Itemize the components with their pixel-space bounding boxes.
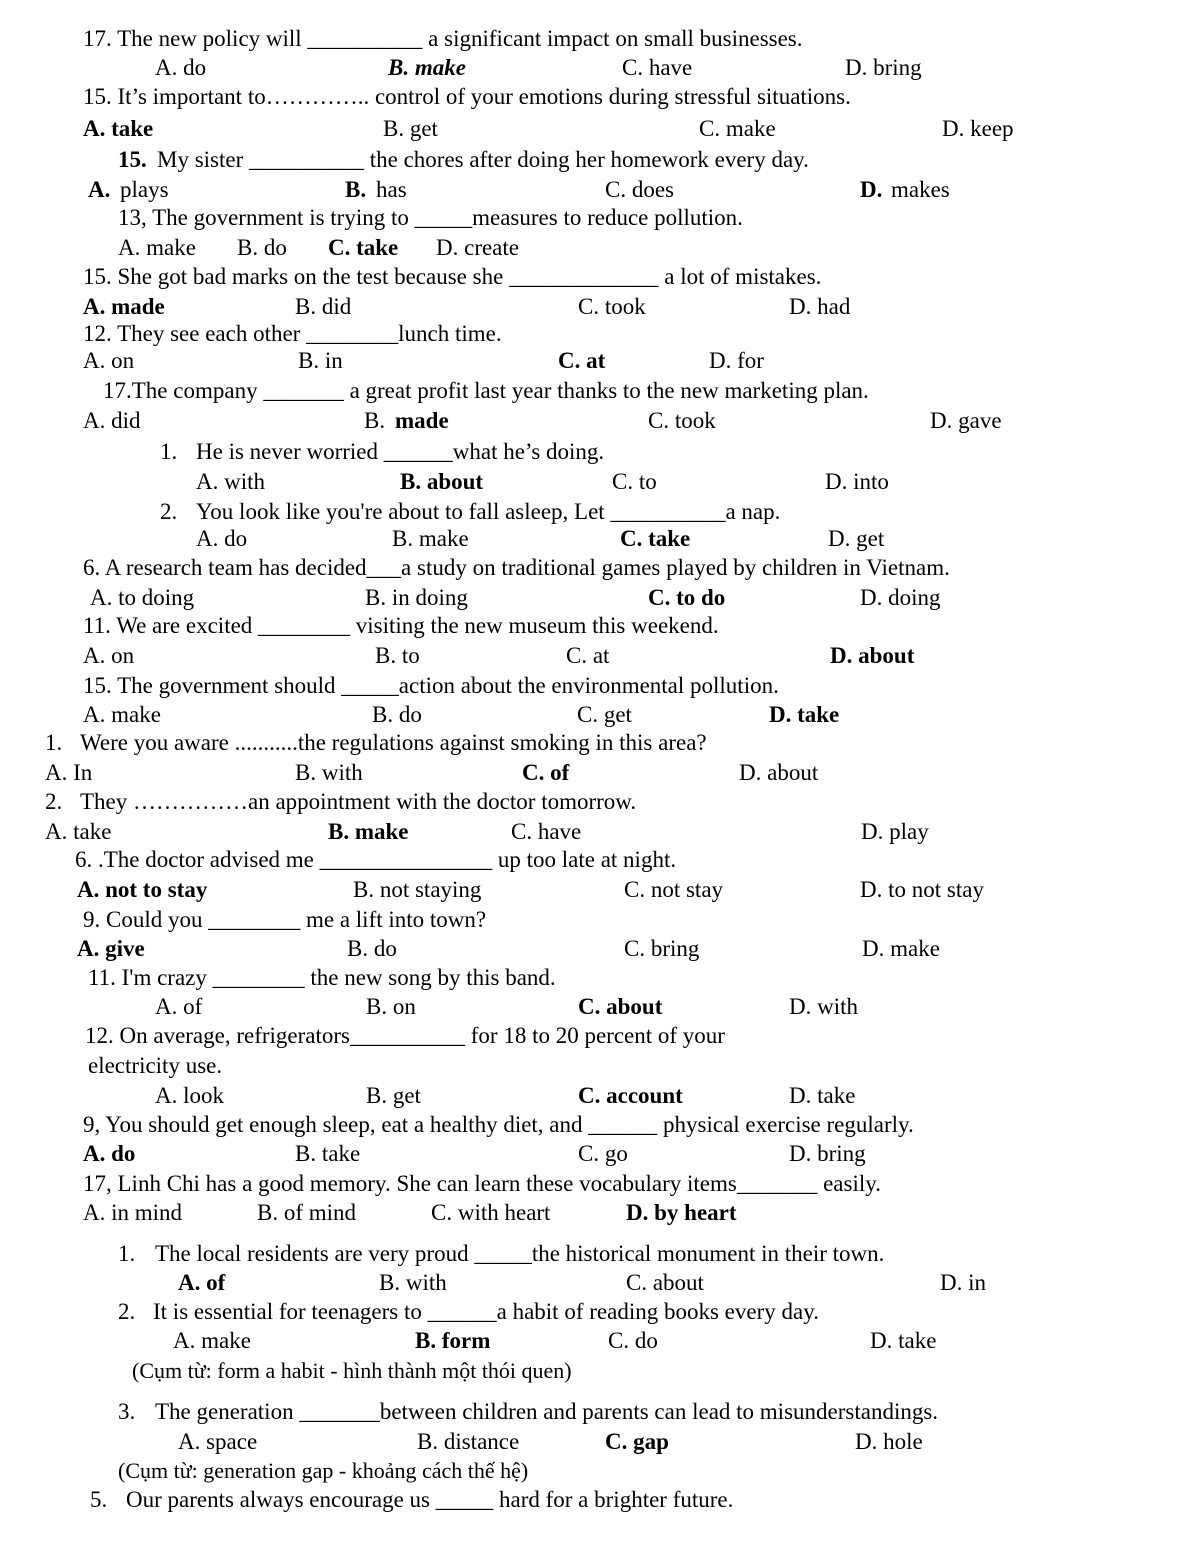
question-text: 12. On average, refrigerators__________ for 18 to 20 percent of your [85, 1023, 725, 1048]
option: C. not stay [624, 877, 724, 902]
correct-option: B. form [415, 1328, 491, 1353]
question-text: 11. We are excited ________ visiting the new museum this weekend. [83, 613, 719, 638]
question-line [0, 1169, 1200, 1199]
option: B. in [298, 348, 343, 373]
question-line [0, 611, 1200, 641]
option: C. at [566, 643, 610, 668]
question-line [0, 787, 1200, 817]
answer-options [0, 524, 1200, 554]
question-line [0, 845, 1200, 875]
answer-options [0, 1268, 1200, 1298]
correct-option: made [395, 408, 449, 433]
answer-options [0, 1139, 1200, 1169]
option: A. make [118, 235, 196, 260]
question-text: 1. [160, 439, 178, 464]
correct-option: B. about [400, 469, 484, 494]
correct-option: B. make [328, 819, 409, 844]
correct-option: A. of [178, 1270, 226, 1295]
option: D. play [861, 819, 929, 844]
question-text: 6. .The doctor advised me _______________ up too late at night. [75, 847, 677, 872]
question-text: 9. Could you ________ me a lift into town? [83, 907, 487, 932]
answer-options [0, 934, 1200, 964]
question-text: He is never worried ______what he’s doing. [196, 439, 605, 464]
option: B. get [383, 116, 438, 141]
question-line [0, 553, 1200, 583]
option: D. to not stay [860, 877, 984, 902]
question-text: 13, The government is trying to _____measures to reduce pollution. [118, 205, 743, 230]
question-text: 2. [160, 499, 178, 524]
option: C. get [577, 702, 632, 727]
question-text: 3. [118, 1399, 136, 1424]
answer-options [0, 114, 1200, 144]
question-text: 15. The government should _____action about the environmental pollution. [83, 673, 779, 698]
answer-options [0, 292, 1200, 322]
option: D. had [789, 294, 851, 319]
answer-options [0, 406, 1200, 436]
correct-option: D. take [769, 702, 840, 727]
answer-options [0, 1326, 1200, 1356]
option: B. do [347, 936, 397, 961]
option: D. create [436, 235, 519, 260]
option: D. take [870, 1328, 937, 1353]
question-text: 15. It’s important to………….. control of your emotions during stressful situations. [83, 84, 851, 109]
question-text: electricity use. [88, 1053, 223, 1078]
option: C. go [578, 1141, 628, 1166]
answer-options [0, 700, 1200, 730]
question-line [0, 1485, 1200, 1515]
correct-option: D. about [830, 643, 915, 668]
question-line [0, 24, 1200, 54]
question-text: The generation _______between children and parents can lead to misunderstandings. [155, 1399, 939, 1424]
option: B. to [375, 643, 420, 668]
correct-option: D. [860, 177, 883, 202]
option: A. make [83, 702, 161, 727]
option: C. does [605, 177, 674, 202]
correct-option: D. by heart [626, 1200, 737, 1225]
option: D. for [709, 348, 764, 373]
option: A. to doing [90, 585, 195, 610]
answer-options [0, 758, 1200, 788]
correct-option: A. take [83, 116, 154, 141]
option: B. did [295, 294, 352, 319]
question-text: 17, Linh Chi has a good memory. She can learn these vocabulary items_______ easily. [83, 1171, 881, 1196]
option: A. space [178, 1429, 258, 1454]
phrase-note [0, 1356, 1200, 1386]
option: B. get [366, 1083, 421, 1108]
option: B. with [379, 1270, 447, 1295]
option: D. make [862, 936, 940, 961]
question-line [0, 1051, 1200, 1081]
question-text: 1. [118, 1241, 136, 1266]
question-line [0, 262, 1200, 292]
option: plays [120, 177, 169, 202]
correct-option: C. of [522, 760, 570, 785]
answer-options [0, 175, 1200, 205]
question-text: It is essential for teenagers to ______a habit of reading books every day. [153, 1299, 819, 1324]
correct-option: C. take [328, 235, 399, 260]
correct-option: C. about [578, 994, 663, 1019]
question-text: 12. They see each other ________lunch time. [83, 321, 502, 346]
question-text: They ……………an appointment with the doctor tomorrow. [80, 789, 637, 814]
question-text: You look like you're about to fall asleep, Let __________a nap. [196, 499, 781, 524]
question-line [0, 1110, 1200, 1140]
option: D. bring [789, 1141, 866, 1166]
answer-options [0, 583, 1200, 613]
question-line [0, 497, 1200, 527]
option: makes [891, 177, 950, 202]
correct-option: A. [88, 177, 111, 202]
option: A. in mind [83, 1200, 183, 1225]
option: A. look [155, 1083, 224, 1108]
question-text: My sister __________ the chores after doing her homework every day. [157, 147, 809, 172]
option: B. [364, 408, 386, 433]
question-line [0, 1239, 1200, 1269]
answer-options [0, 875, 1200, 905]
option: D. doing [860, 585, 941, 610]
option: B. not staying [353, 877, 482, 902]
correct-option: B. make [388, 55, 466, 80]
option: D. take [789, 1083, 856, 1108]
option: B. of mind [257, 1200, 357, 1225]
question-text: 2. [45, 789, 63, 814]
option: C. about [626, 1270, 704, 1295]
question-text: 15. [118, 147, 147, 172]
option: C. have [622, 55, 693, 80]
option: C. bring [624, 936, 700, 961]
answer-options [0, 992, 1200, 1022]
option: D. in [940, 1270, 986, 1295]
option: A. do [155, 55, 207, 80]
option: D. gave [930, 408, 1002, 433]
option: C. with heart [431, 1200, 551, 1225]
question-line [0, 671, 1200, 701]
option: D. into [825, 469, 889, 494]
correct-option: C. gap [605, 1429, 669, 1454]
option: B. take [295, 1141, 361, 1166]
option: C. do [608, 1328, 658, 1353]
answer-options [0, 1198, 1200, 1228]
question-text: 2. [118, 1299, 136, 1324]
option: A. In [45, 760, 93, 785]
option: C. took [648, 408, 716, 433]
option: B. in doing [365, 585, 468, 610]
question-text: 17. The new policy will __________ a significant impact on small businesses. [83, 26, 803, 51]
option: D. about [739, 760, 819, 785]
question-line [0, 376, 1200, 406]
question-text: Were you aware ...........the regulations against smoking in this area? [80, 730, 707, 755]
question-line [0, 203, 1200, 233]
option: D. keep [942, 116, 1014, 141]
note-text: (Cụm từ: form a habit - hình thành một thói quen) [132, 1358, 572, 1383]
option: B. with [295, 760, 363, 785]
question-text: 9, You should get enough sleep, eat a healthy diet, and ______ physical exercise regularly. [83, 1112, 914, 1137]
question-text: 11. I'm crazy ________ the new song by this band. [88, 965, 556, 990]
option: A. on [83, 643, 135, 668]
question-text: 5. [90, 1487, 108, 1512]
option: C. to [612, 469, 657, 494]
question-line [0, 1021, 1200, 1051]
option: A. make [173, 1328, 251, 1353]
correct-option: C. take [620, 526, 691, 551]
option: C. have [511, 819, 582, 844]
option: has [376, 177, 407, 202]
option: D. get [828, 526, 885, 551]
option: B. do [237, 235, 287, 260]
question-text: 15. She got bad marks on the test because she _____________ a lot of mistakes. [83, 264, 822, 289]
option: D. with [789, 994, 858, 1019]
question-line [0, 1297, 1200, 1327]
question-line [0, 437, 1200, 467]
correct-option: A. not to stay [77, 877, 208, 902]
option: D. hole [855, 1429, 923, 1454]
option: B. make [392, 526, 469, 551]
phrase-note [0, 1456, 1200, 1486]
question-text: 6. A research team has decided___a study on traditional games played by children in Vietnam. [83, 555, 950, 580]
note-text: (Cụm từ: generation gap - khoảng cách thế hệ) [118, 1458, 529, 1483]
question-text: 1. [45, 730, 63, 755]
answer-options [0, 346, 1200, 376]
question-line [0, 1397, 1200, 1427]
answer-options [0, 1081, 1200, 1111]
correct-option: A. do [83, 1141, 136, 1166]
question-text: The local residents are very proud _____the historical monument in their town. [155, 1241, 885, 1266]
correct-option: C. at [558, 348, 606, 373]
option: C. took [578, 294, 646, 319]
question-line [0, 728, 1200, 758]
option: A. did [83, 408, 141, 433]
correct-option: B. [345, 177, 367, 202]
answer-options [0, 53, 1200, 83]
answer-options [0, 467, 1200, 497]
question-line [0, 319, 1200, 349]
answer-options [0, 641, 1200, 671]
option: A. of [155, 994, 203, 1019]
option: A. on [83, 348, 135, 373]
question-text: Our parents always encourage us _____ hard for a brighter future. [126, 1487, 734, 1512]
answer-options [0, 1427, 1200, 1457]
option: A. take [45, 819, 112, 844]
correct-option: C. to do [648, 585, 726, 610]
answer-options [0, 817, 1200, 847]
correct-option: C. account [578, 1083, 683, 1108]
option: B. on [366, 994, 416, 1019]
option: A. with [196, 469, 265, 494]
question-line [0, 905, 1200, 935]
answer-options [0, 233, 1200, 263]
question-line [0, 145, 1200, 175]
question-line [0, 82, 1200, 112]
option: D. bring [845, 55, 922, 80]
correct-option: A. give [77, 936, 145, 961]
correct-option: A. made [83, 294, 165, 319]
option: B. do [372, 702, 422, 727]
option: A. do [196, 526, 248, 551]
question-text: 17.The company _______ a great profit last year thanks to the new marketing plan. [103, 378, 869, 403]
option: B. distance [417, 1429, 520, 1454]
option: C. make [699, 116, 776, 141]
question-line [0, 963, 1200, 993]
